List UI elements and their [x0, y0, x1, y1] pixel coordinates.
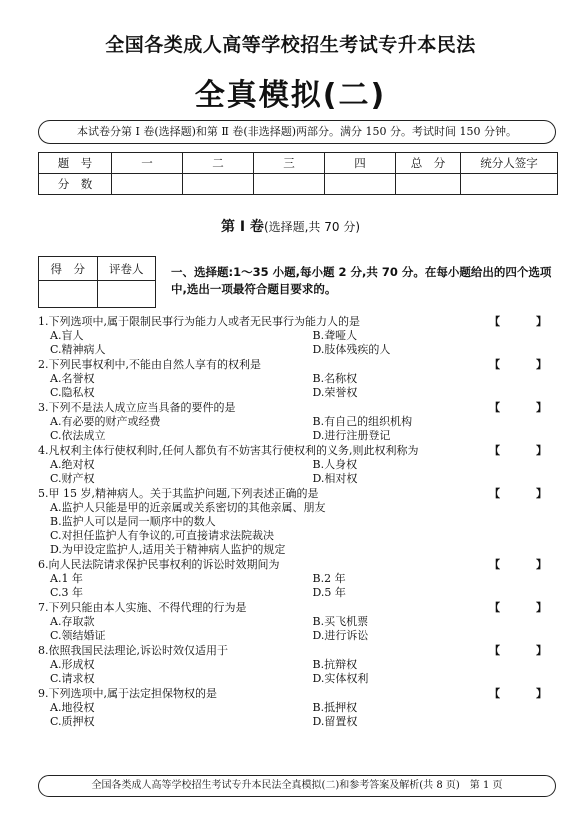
option-row [38, 343, 563, 357]
score-table-value-row [39, 174, 558, 195]
option-row [38, 372, 563, 386]
option-item: B.抗辩权 [312, 658, 358, 671]
option-item: A.地役权 [50, 701, 95, 714]
option-item: B.名称权 [312, 372, 358, 385]
answer-bracket: 【 】 [489, 558, 563, 571]
option-item: B.聋哑人 [312, 329, 358, 342]
option-item: C.请求权 [50, 672, 95, 685]
score-input-cell [396, 174, 461, 195]
option-row [38, 658, 563, 672]
option-item: D.相对权 [312, 472, 358, 485]
answer-bracket: 【 】 [489, 315, 563, 328]
option-item: D.实体权利 [312, 672, 369, 685]
question-item [38, 686, 563, 729]
score-cell: 总 分 [396, 153, 461, 174]
grader-score-cell [39, 281, 98, 308]
option-row [38, 701, 563, 715]
score-cell: 统分人签字 [461, 153, 558, 174]
score-table-header-row [39, 153, 558, 174]
question-list [38, 314, 563, 729]
option-item: A.存取款 [50, 615, 95, 628]
option-item: A.盲人 [50, 329, 84, 342]
question-text: 8.依照我国民法理论,诉讼时效仅适用于 [38, 644, 228, 657]
question-text: 7.下列只能由本人实施、不得代理的行为是 [38, 601, 247, 614]
score-cell: 四 [325, 153, 396, 174]
question-item [38, 357, 563, 400]
score-input-cell [461, 174, 558, 195]
option-item: A.绝对权 [50, 458, 95, 471]
option-row [38, 386, 563, 400]
score-cell: 一 [112, 153, 183, 174]
grader-reviewer-label: 评卷人 [97, 257, 156, 281]
answer-bracket: 【 】 [489, 687, 563, 700]
answer-bracket: 【 】 [489, 358, 563, 371]
page-footer: 全国各类成人高等学校招生考试专升本民法全真模拟(二)和参考答案及解析(共 8 页) 第 1 页 [38, 775, 556, 797]
option-item: C.3 年 [50, 586, 84, 599]
option-row [38, 472, 563, 486]
option-item: C.依法成立 [50, 429, 106, 442]
option-row [38, 429, 563, 443]
question-text: 6.向人民法院请求保护民事权利的诉讼时效期间为 [38, 558, 280, 571]
option-item: B.有自己的组织机构 [312, 415, 413, 428]
option-row [38, 415, 563, 429]
option-row [38, 672, 563, 686]
option-item: D.5 年 [312, 586, 346, 599]
option-item: A.有必要的财产或经费 [50, 415, 161, 428]
option-item: D.进行注册登记 [312, 429, 391, 442]
option-item: A.形成权 [50, 658, 95, 671]
answer-bracket: 【 】 [489, 487, 563, 500]
option-row [38, 586, 563, 600]
score-cell: 题 号 [39, 153, 112, 174]
option-item: B.2 年 [312, 572, 346, 585]
exam-subtitle: 全真模拟(二) [194, 78, 387, 113]
option-item: C.财产权 [50, 472, 95, 485]
option-item: C.领结婚证 [50, 629, 106, 642]
option-item: C.隐私权 [50, 386, 95, 399]
score-input-cell [254, 174, 325, 195]
section-instruction: 一、选择题:1～35 小题,每小题 2 分,共 70 分。在每小题给出的四个选项中,选出一项最符合题目要求的。 [171, 265, 552, 296]
score-input-cell [183, 174, 254, 195]
question-text: 1.下列选项中,属于限制民事行为能力人或者无民事行为能力人的是 [38, 315, 360, 328]
question-item [38, 400, 563, 443]
option-item: D.肢体残疾的人 [312, 343, 391, 356]
question-item [38, 486, 563, 557]
option-item: C.质押权 [50, 715, 95, 728]
option-item: D.留置权 [312, 715, 358, 728]
score-cell: 分 数 [39, 174, 112, 195]
option-item: C.精神病人 [50, 343, 106, 356]
section-subtitle: (选择题,共 70 分) [263, 220, 361, 234]
grader-table [38, 256, 156, 308]
option-item: D.为甲设定监护人,适用关于精神病人监护的规定 [50, 543, 286, 556]
question-text: 5.甲 15 岁,精神病人。关于其监护问题,下列表述正确的是 [38, 487, 319, 500]
option-item: D.荣誉权 [312, 386, 358, 399]
grader-reviewer-cell [97, 281, 156, 308]
question-text: 2.下列民事权利中,不能由自然人享有的权利是 [38, 358, 261, 371]
question-item [38, 600, 563, 643]
grader-score-label: 得 分 [39, 257, 98, 281]
answer-bracket: 【 】 [489, 644, 563, 657]
option-row [38, 572, 563, 586]
score-table [38, 152, 558, 195]
option-row [38, 615, 563, 629]
score-cell: 二 [183, 153, 254, 174]
option-row [38, 329, 563, 343]
answer-bracket: 【 】 [489, 444, 563, 457]
question-text: 3.下列不是法人成立应当具备的要件的是 [38, 401, 236, 414]
answer-bracket: 【 】 [489, 601, 563, 614]
option-item: B.买飞机票 [312, 615, 369, 628]
section-heading [0, 216, 581, 236]
question-item [38, 643, 563, 686]
question-item [38, 314, 563, 357]
question-text: 9.下列选项中,属于法定担保物权的是 [38, 687, 217, 700]
option-row [38, 715, 563, 729]
option-item: A.1 年 [50, 572, 83, 585]
question-item [38, 557, 563, 600]
exam-info-box: 本试卷分第 Ⅰ 卷(选择题)和第 Ⅱ 卷(非选择题)两部分。满分 150 分。考试时间 150 分钟。 [38, 120, 556, 144]
option-item: B.监护人可以是同一顺序中的数人 [50, 515, 216, 528]
option-item: B.抵押权 [312, 701, 358, 714]
answer-bracket: 【 】 [489, 401, 563, 414]
section-title: 第 Ⅰ 卷 [220, 219, 264, 235]
option-item: D.进行诉讼 [312, 629, 369, 642]
option-item: C.对担任监护人有争议的,可直接请求法院裁决 [50, 529, 275, 542]
option-row [38, 629, 563, 643]
score-cell: 三 [254, 153, 325, 174]
option-item: A.监护人只能是甲的近亲属或关系密切的其他亲属、朋友 [50, 501, 326, 514]
option-row [38, 458, 563, 472]
question-text: 4.凡权利主体行使权利时,任何人都负有不妨害其行使权利的义务,则此权利称为 [38, 444, 419, 457]
option-item: B.人身权 [312, 458, 358, 471]
option-item: A.名誉权 [50, 372, 95, 385]
score-input-cell [325, 174, 396, 195]
score-input-cell [112, 174, 183, 195]
exam-title: 全国各类成人高等学校招生考试专升本民法 [105, 34, 476, 56]
question-item [38, 443, 563, 486]
